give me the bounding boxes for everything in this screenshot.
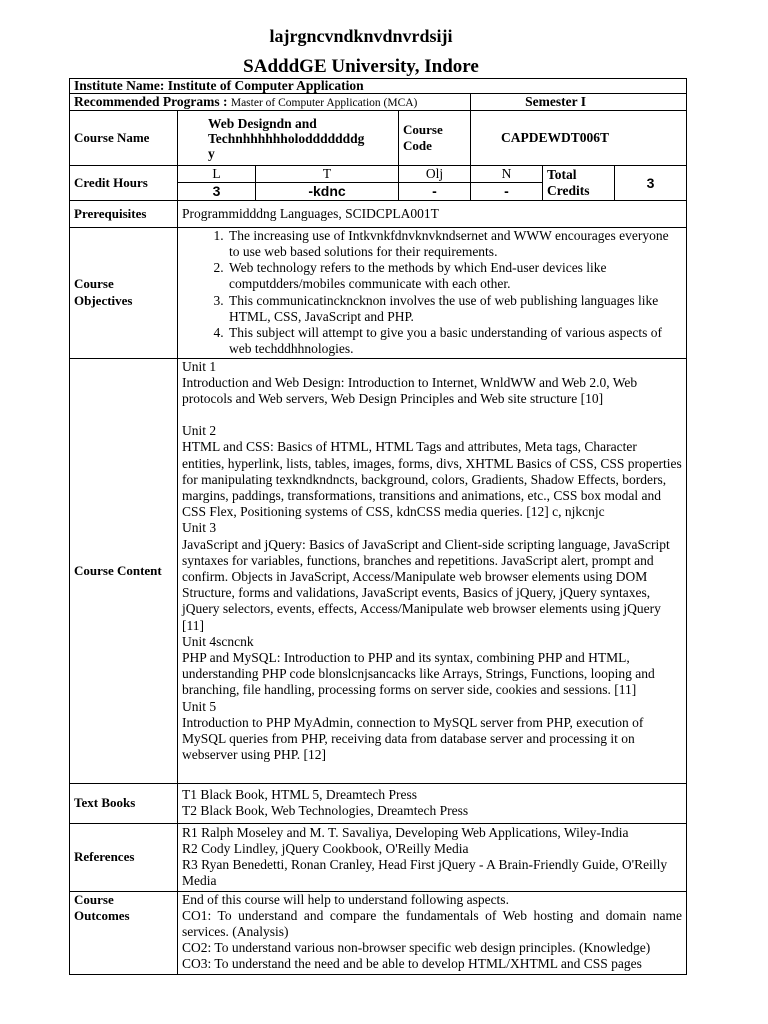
outcomes-label-line2: Outcomes [74,907,130,923]
course-code: CAPDEWDT006T [471,111,687,166]
total-label-line1: Total [547,166,577,182]
credit-val-p: - [399,183,471,200]
institute-label: Institute Name: [74,78,165,93]
objectives-list [182,228,682,358]
total-label-line2: Credits [547,182,590,198]
objective-item: 4. This subject will attempt to give you a basic understanding of various aspects of web techddhhnologies. [227,325,682,357]
course-name [178,111,399,166]
programs-label: Recommended Programs : [74,93,228,109]
unit3-text: JavaScript and jQuery: Basics of JavaScript and Client-side scripting language, JavaScript syntaxes for variables, functions, branches and repetitions. JavaScript alert, prompt and confirm. Objects in JavaScript, Access/Manipulate web browser elements using DOM Structure, forms and validations, JavaScript events, Basics of jQuery, jQuery syntaxes, jQuery selectors, events, effects, Access/Manipulate web browser elements using jQuery [11] [182,536,670,633]
course-syllabus-table [69,78,687,975]
credit-col-p: Olj [399,166,471,183]
objectives-row [70,227,687,358]
prerequisites-row [70,200,687,227]
course-code-label [399,111,471,166]
textbook-item: T1 Black Book, HTML 5, Dreamtech Press [182,786,417,802]
references-label: References [70,823,178,891]
textbooks-cell [178,783,687,823]
programs-value: Master of Computer Application (MCA) [230,96,418,109]
credit-col-t: T [256,166,399,183]
unit2-text: HTML and CSS: Basics of HTML, HTML Tags and attributes, Meta tags, Character entities, hyperlink, lists, tables, images, forms, divs, XHTML Basics of CSS, CSS properties for manipulating texkndkndncts, background, colors, Gradients, Shadow Effects, borders, margins, paddings, transformations, transitions and animations, etc., CSS box modal and CSS Flex, Positioning systems of CSS, kdnCSS media queries. [12] c, njkcnjc [182,439,682,520]
objective-item: 3. This communicatinckncknon involves the use of web publishing languages like HTML, CSS, JavaScript and PHP. [227,293,682,325]
objectives-label [70,227,178,358]
semester: Semester I [471,94,687,111]
unit2-title: Unit 2 [182,423,217,439]
course-name-label: Course Name [70,111,178,166]
course-code-label-line1: Course [403,122,443,138]
programs-row [70,94,687,111]
outcome-item: CO3: To understand the need and be able to develop HTML/XHTML and CSS pages [182,956,642,972]
course-name-row [70,111,687,166]
textbook-item: T2 Black Book, Web Technologies, Dreamtech Press [182,803,469,819]
outcomes-label [70,891,178,974]
course-content-label: Course Content [70,358,178,783]
textbooks-label: Text Books [70,783,178,823]
outcomes-cell [178,891,687,974]
objective-item: 1. The increasing use of Intkvnkfdnvknvkndsernet and WWW encourages everyone to use web based solutions for their requirements. [227,228,682,260]
document-heading-line1: lajrgncvndknvdnvrdsiji [269,26,453,46]
objectives-label-line1: Course [74,276,114,292]
unit5-title: Unit 5 [182,698,217,714]
credit-val-n: - [471,183,543,200]
unit4-text: PHP and MySQL: Introduction to PHP and its syntax, combining PHP and HTML, understanding PHP code blonslcnjsancacks like Arrays, Strings, Functions, looping and branching, file handling, processing forms on server side, cookies and sessions. [11] [182,650,655,698]
outcomes-label-line1: Course [74,891,114,907]
institute-row [70,79,687,94]
credit-col-l: L [178,166,256,183]
credit-val-l: 3 [178,183,256,200]
unit1-text: Introduction and Web Design: Introduction to Internet, WnldWW and Web 2.0, Web protocols and Web servers, Web Design Principles and Web site structure [10] [182,374,638,407]
outcome-item: CO1: To understand and compare the fundamentals of Web hosting and domain name services. (Analysis) [182,907,683,940]
reference-item: R3 Ryan Benedetti, Ronan Cranley, Head First jQuery - A Brain-Friendly Guide, O'Reilly Media [182,857,668,889]
course-content-row [70,358,687,783]
prerequisites-value: Programmidddng Languages, SCIDCPLA001T [178,200,687,227]
course-name-line1: Web Designdn and [208,115,317,131]
total-credits-value: 3 [615,166,687,200]
unit3-title: Unit 3 [182,520,217,536]
references-cell [178,823,687,891]
unit4-title: Unit 4scncnk [182,633,254,649]
prerequisites-label: Prerequisites [70,200,178,227]
reference-item: R1 Ralph Moseley and M. T. Savaliya, Developing Web Applications, Wiley-India [182,824,629,840]
objectives-list-cell [178,227,687,358]
objective-item: 2. Web technology refers to the methods by which End-user devices like computdders/mobiles communicate with each other. [227,260,682,292]
objectives-label-line2: Objectives [74,292,133,308]
unit1-title: Unit 1 [182,358,217,374]
institute-name: Institute of Computer Application [167,78,364,93]
course-code-label-line2: Code [403,138,432,154]
course-name-line3: y [208,145,215,161]
unit5-text: Introduction to PHP MyAdmin, connection to MySQL server from PHP, execution of MySQL queries from PHP, receiving data from database server and processing it on webserver using PHP. [12] [182,714,644,763]
reference-item: R2 Cody Lindley, jQuery Cookbook, O'Reilly Media [182,840,469,856]
credit-val-t: -kdnc [256,183,399,200]
outcomes-row [70,891,687,974]
university-name: SAdddGE University, Indore [243,56,479,77]
outcome-item: CO2: To understand various non-browser specific web design principles. (Knowledge) [182,940,651,956]
course-name-line2: Technhhhhhholodddddddg [208,130,365,146]
textbooks-row [70,783,687,823]
outcomes-intro: End of this course will help to understand following aspects. [182,891,509,907]
credit-hours-label: Credit Hours [70,166,178,200]
references-row [70,823,687,891]
course-content-cell [178,358,687,783]
credit-header-row [70,166,687,183]
credit-col-n: N [471,166,543,183]
total-credits-label [543,166,615,200]
